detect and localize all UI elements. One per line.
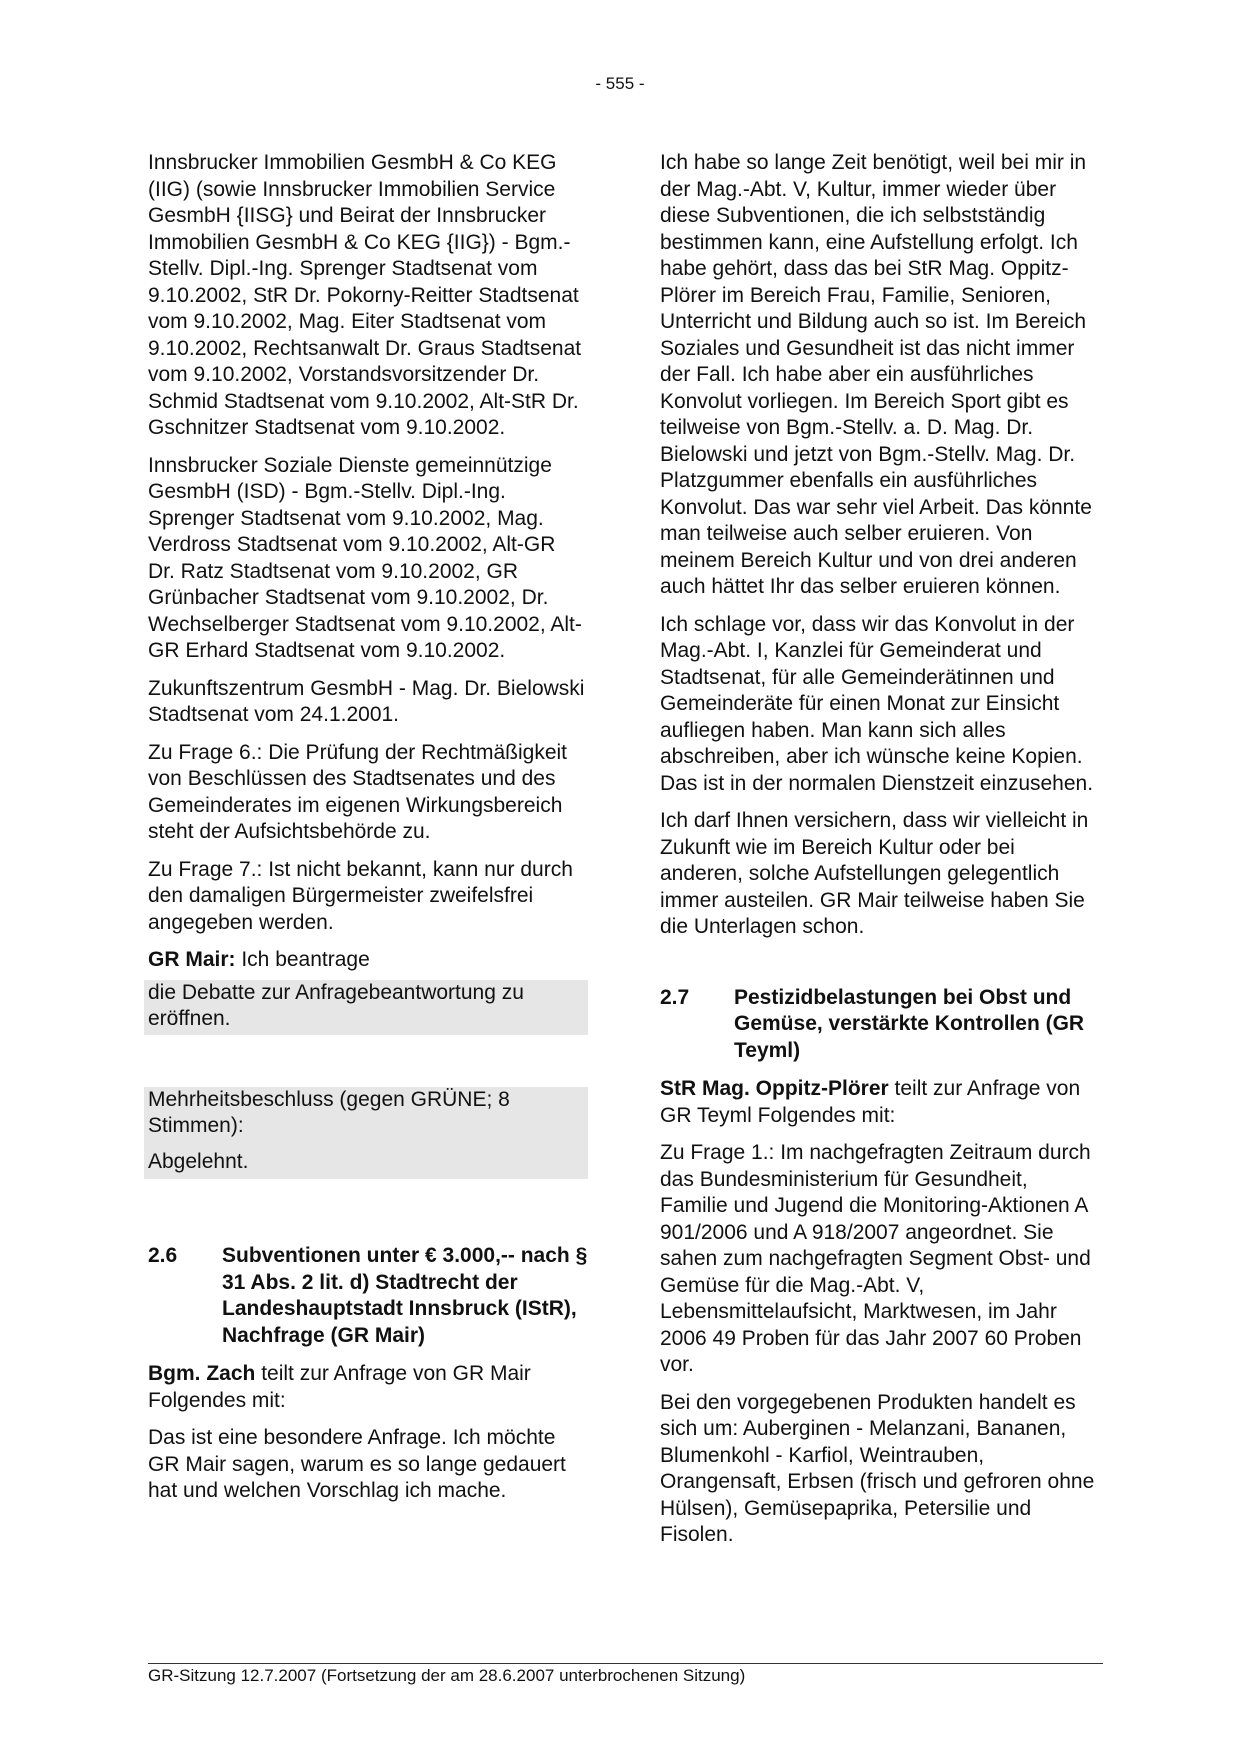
speaker-name: Bgm. Zach: [148, 1362, 256, 1385]
paragraph-frage-6: Zu Frage 6.: Die Prüfung der Rechtmäßigkeit von Beschlüssen des Stadtsenates und des Gemeinderates im eigenen Wirkungsbereich steht der Aufsichtsbehörde zu.: [148, 740, 568, 843]
paragraph-besondere-anfrage: Das ist eine besondere Anfrage. Ich möchte GR Mair sagen, warum es so lange gedauert hat und welchen Vorschlag ich mache.: [148, 1426, 566, 1502]
speaker-text: teilt zur Anfrage von GR Mair Folgendes mit:: [148, 1362, 531, 1412]
vote-result-block: [144, 1087, 588, 1180]
section-number: 2.7: [660, 985, 690, 1009]
left-column: [148, 150, 588, 1516]
paragraph-produkte: Bei den vorgegebenen Produkten handelt es sich um: Auberginen - Melanzani, Bananen, Blumenkohl - Karfiol, Weintrauben, Orangensaft, Erbsen (frisch und gefroren ohne Hülsen), Gemüsepaprika, Petersilie und Fisolen.: [660, 1390, 1095, 1546]
motion-text: Ich beantrage: [235, 948, 370, 971]
footer-divider: [148, 1663, 1103, 1664]
section-heading-2-6: [148, 1243, 588, 1349]
paragraph-oppitz-ploerer: [660, 1076, 1100, 1129]
paragraph-zukunftszentrum: Zukunftszentrum GesmbH - Mag. Dr. Bielowski Stadtsenat vom 24.1.2001.: [148, 676, 585, 726]
vote-outcome: Abgelehnt.: [148, 1149, 249, 1173]
page-number: - 555 -: [595, 74, 645, 93]
speaker-name: StR Mag. Oppitz-Plörer: [660, 1077, 889, 1100]
section-heading-2-7: [660, 985, 1100, 1065]
motion-paragraph: [148, 947, 588, 974]
speaker-text: teilt zur Anfrage von GR Teyml Folgendes mit:: [660, 1077, 1081, 1127]
paragraph-konvolut: Ich schlage vor, dass wir das Konvolut in der Mag.-Abt. I, Kanzlei für Gemeinderat und Stadtsenat, für alle Gemeinderätinnen und Gemeinderäte für einen Monat zur Einsicht aufliegen haben. Man kann sich alles abschreiben, aber ich wünsche keine Kopien. Das ist in der normalen Dienstzeit einzusehen.: [660, 612, 1094, 795]
paragraph-versicherung: Ich darf Ihnen versichern, dass wir vielleicht in Zukunft wie im Bereich Kultur oder bei anderen, solche Aufstellungen gelegentlich immer austeilen. GR Mair teilweise haben Sie die Unterlagen schon.: [660, 809, 1089, 938]
vote-result: Mehrheitsbeschluss (gegen GRÜNE; 8 Stimmen):: [148, 1087, 510, 1137]
paragraph-frage-1: Zu Frage 1.: Im nachgefragten Zeitraum durch das Bundesministerium für Gesundheit, Familie und Jugend die Monitoring-Aktionen A 901/2006 und A 918/2007 angeordnet. Sie sahen zum nachgefragten Segment Obst- und Gemüse für die Mag.-Abt. V, Lebensmittelaufsicht, Marktwesen, im Jahr 2006 49 Proben für das Jahr 2007 60 Proben vor.: [660, 1141, 1091, 1376]
paragraph-frage-7: Zu Frage 7.: Ist nicht bekannt, kann nur durch den damaligen Bürgermeister zweifelsfrei angegeben werden.: [148, 857, 573, 934]
section-title: Pestizidbelastungen bei Obst und Gemüse, verstärkte Kontrollen (GR Teyml): [734, 985, 1085, 1062]
paragraph-subventionen: Ich habe so lange Zeit benötigt, weil bei mir in der Mag.-Abt. V, Kultur, immer wieder über diese Subventionen, die ich selbstständig bestimmen kann, eine Aufstellung erfolgt. Ich habe gehört, dass das bei StR Mag. Oppitz-Plörer im Bereich Frau, Familie, Senioren, Unterricht und Bildung auch so ist. Im Bereich Soziales und Gesundheit ist das nicht immer der Fall. Ich habe aber ein ausführliches Konvolut vorliegen. Im Bereich Sport gibt es teilweise von Bgm.-Stellv. a. D. Mag. Dr. Bielowski und jetzt von Bgm.-Stellv. Mag. Dr. Platzgummer ebenfalls ein ausführliches Konvolut. Das war sehr viel Arbeit. Das könnte man teilweise auch selber eruieren. Von meinem Bereich Kultur und von drei anderen auch hättet Ihr das selber eruieren können.: [660, 151, 1092, 598]
section-title: Subventionen unter € 3.000,-- nach § 31 Abs. 2 lit. d) Stadtrecht der Landeshauptstadt Innsbruck (IStR), Nachfrage (GR Mair): [222, 1244, 588, 1347]
right-column: [660, 150, 1100, 1560]
paragraph-iig: Innsbrucker Immobilien GesmbH & Co KEG (IIG) (sowie Innsbrucker Immobilien Service GesmbH {IISG} und Beirat der Innsbrucker Immobilien GesmbH & Co KEG {IIG}) - Bgm.-Stellv. Dipl.-Ing. Sprenger Stadtsenat vom 9.10.2002, StR Dr. Pokorny-Reitter Stadtsenat vom 9.10.2002, Mag. Eiter Stadtsenat vom 9.10.2002, Rechtsanwalt Dr. Graus Stadtsenat vom 9.10.2002, Vorstandsvorsitzender Dr. Schmid Stadtsenat vom 9.10.2002, Alt-StR Dr. Gschnitzer Stadtsenat vom 9.10.2002.: [148, 151, 582, 439]
page-footer: GR-Sitzung 12.7.2007 (Fortsetzung der am 28.6.2007 unterbrochenen Sitzung): [148, 1666, 746, 1685]
paragraph-isd: Innsbrucker Soziale Dienste gemeinnützige GesmbH (ISD) - Bgm.-Stellv. Dipl.-Ing. Sprenger Stadtsenat vom 9.10.2002, Mag. Verdross Stadtsenat vom 9.10.2002, Alt-GR Dr. Ratz Stadtsenat vom 9.10.2002, GR Grünbacher Stadtsenat vom 9.10.2002, Dr. Wechselberger Stadtsenat vom 9.10.2002, Alt-GR Erhard Stadtsenat vom 9.10.2002.: [148, 453, 582, 662]
paragraph-bgm-zach: [148, 1361, 588, 1414]
motion-shaded-text: die Debatte zur Anfragebeantwortung zu eröffnen.: [144, 980, 588, 1035]
motion-speaker: GR Mair:: [148, 948, 236, 971]
section-number: 2.6: [148, 1244, 178, 1267]
